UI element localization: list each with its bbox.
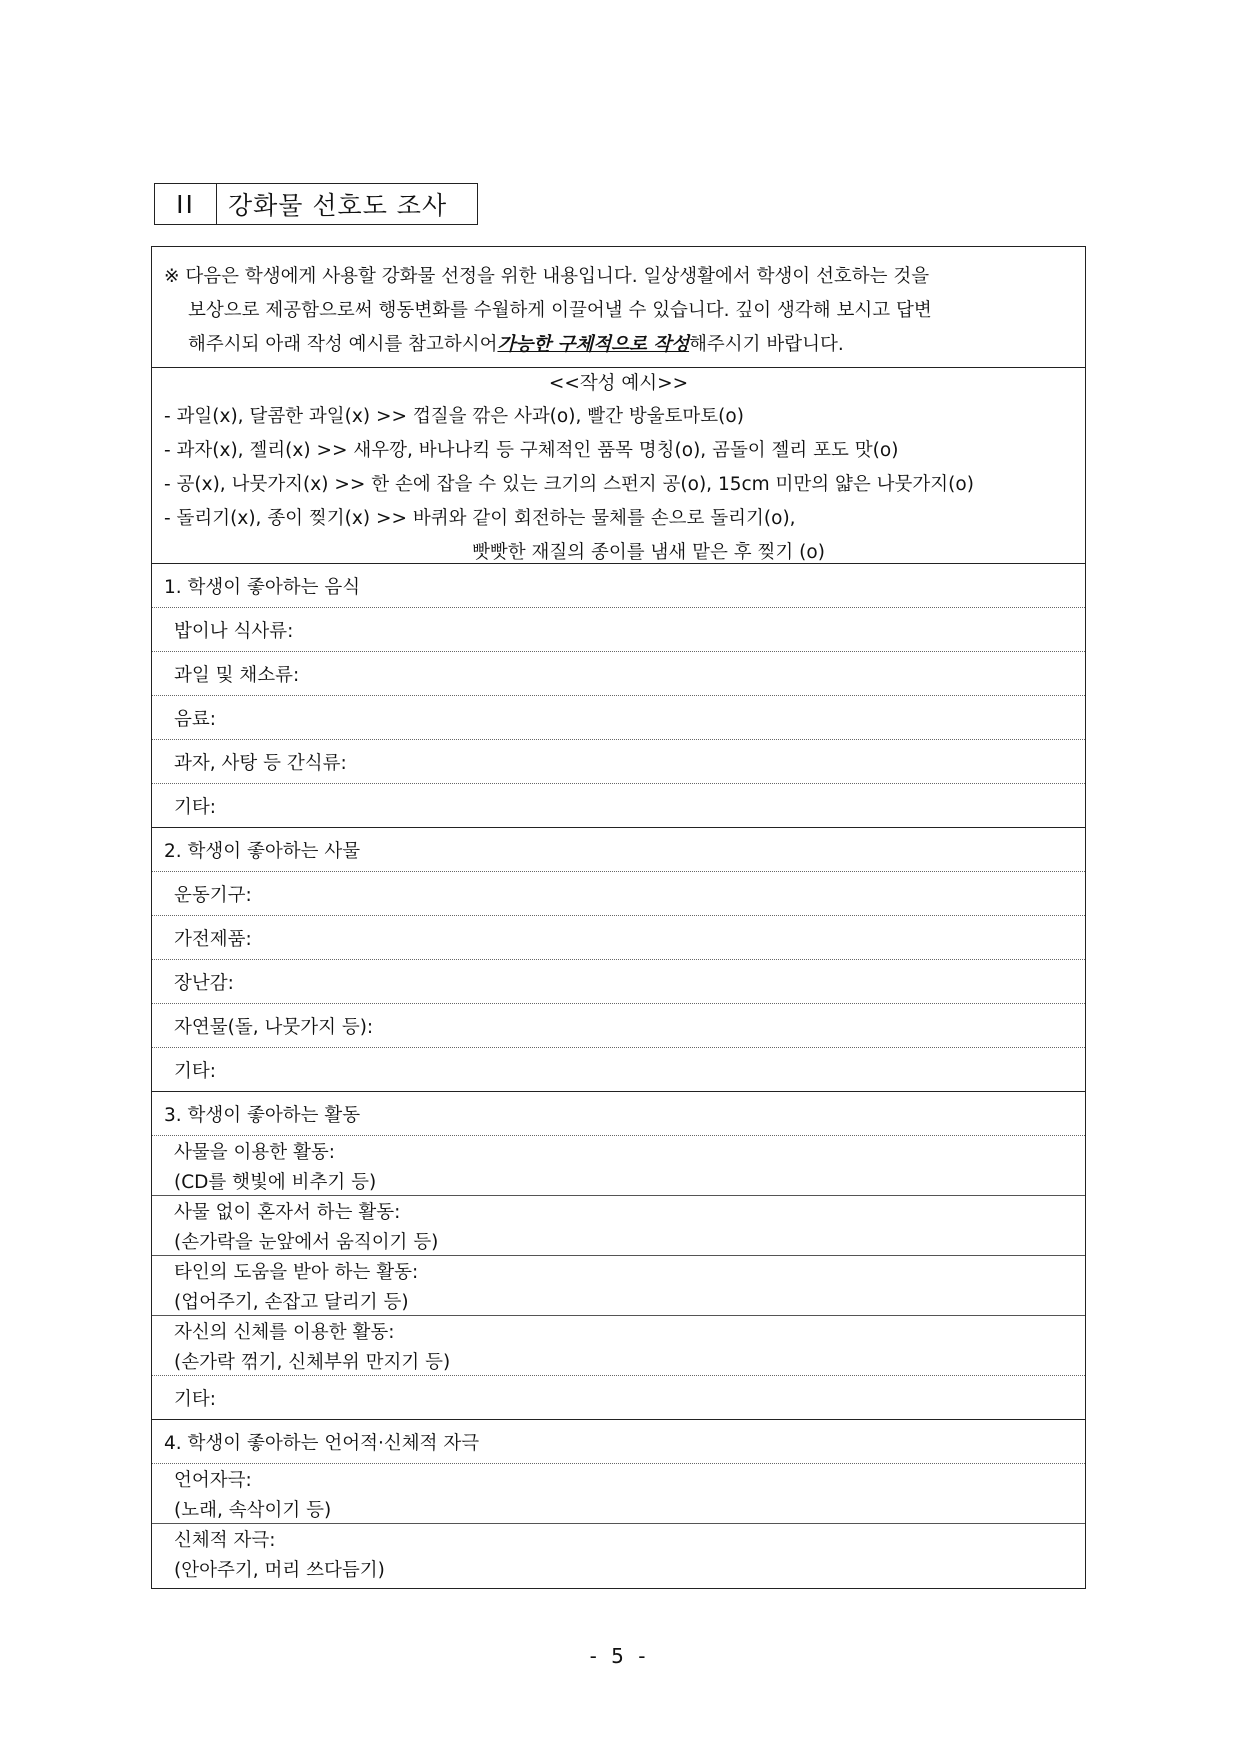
q2-other-field[interactable]: 기타: [152, 1048, 1085, 1092]
notice-line-2: 보상으로 제공함으로써 행동변화를 수월하게 이끌어낼 수 있습니다. 깊이 생각해 보시고 답변 [188, 300, 932, 321]
example-line: - 과일(x), 달콤한 과일(x) >> 껍질을 깎은 사과(o), 빨간 방울토마토(o) [164, 406, 744, 427]
q3-solo-activity-field[interactable] [152, 1196, 1085, 1256]
section-heading [154, 183, 478, 225]
example-line: - 과자(x), 젤리(x) >> 새우깡, 바나나킥 등 구체적인 품목 명칭(o), 곰돌이 젤리 포도 맛(o) [164, 440, 899, 461]
notice-line-3-pre: 해주시되 아래 작성 예시를 참고하시어 [188, 334, 498, 355]
example-box [152, 368, 1085, 564]
field-hint: (안아주기, 머리 쓰다듬기) [174, 1560, 385, 1581]
field-label: 신체적 자극: [174, 1530, 276, 1551]
q1-snack-field[interactable]: 과자, 사탕 등 간식류: [152, 740, 1085, 784]
q4-verbal-field[interactable] [152, 1464, 1085, 1524]
field-hint: (업어주기, 손잡고 달리기 등) [174, 1292, 409, 1313]
field-label: 사물을 이용한 활동: [174, 1142, 335, 1163]
field-hint: (손가락 꺾기, 신체부위 만지기 등) [174, 1352, 451, 1373]
field-hint: (CD를 햇빛에 비추기 등) [174, 1172, 377, 1193]
q2-nature-field[interactable]: 자연물(돌, 나뭇가지 등): [152, 1004, 1085, 1048]
notice-emphasis: 가능한 구체적으로 작성 [497, 334, 690, 355]
example-line-continued: 빳빳한 재질의 종이를 냄새 맡은 후 찢기 (o) [472, 542, 825, 563]
section-title: 강화물 선호도 조사 [228, 191, 448, 220]
example-title: <<작성 예시>> [548, 373, 689, 394]
q1-drink-field[interactable]: 음료: [152, 696, 1085, 740]
example-line: - 돌리기(x), 종이 찢기(x) >> 바퀴와 같이 회전하는 물체를 손으로 돌리기(o), [164, 508, 796, 529]
q4-physical-field[interactable] [152, 1524, 1085, 1587]
q1-fruit-field[interactable]: 과일 및 채소류: [152, 652, 1085, 696]
q3-other-field[interactable]: 기타: [152, 1376, 1085, 1420]
q2-appliance-field[interactable]: 가전제품: [152, 916, 1085, 960]
notice-line-3-post: 해주시기 바랍니다. [689, 334, 844, 355]
notice-line-1: ※ 다음은 학생에게 사용할 강화물 선정을 위한 내용입니다. 일상생활에서 학생이 선호하는 것을 [164, 266, 930, 287]
notice-line-3 [164, 328, 1073, 362]
q2-toy-field[interactable]: 장난감: [152, 960, 1085, 1004]
field-label: 자신의 신체를 이용한 활동: [174, 1322, 395, 1343]
q4-title: 4. 학생이 좋아하는 언어적·신체적 자극 [152, 1420, 1085, 1464]
field-label: 타인의 도움을 받아 하는 활동: [174, 1262, 419, 1283]
field-label: 언어자극: [174, 1470, 252, 1491]
field-hint: (손가락을 눈앞에서 움직이기 등) [174, 1232, 439, 1253]
notice-box [152, 247, 1085, 368]
section-number: II [155, 184, 217, 224]
q3-title: 3. 학생이 좋아하는 활동 [152, 1092, 1085, 1136]
reinforcer-survey-table [151, 246, 1086, 1589]
q2-title: 2. 학생이 좋아하는 사물 [152, 828, 1085, 872]
q3-object-activity-field[interactable] [152, 1136, 1085, 1196]
field-label: 사물 없이 혼자서 하는 활동: [174, 1202, 401, 1223]
q2-sports-field[interactable]: 운동기구: [152, 872, 1085, 916]
q1-other-field[interactable]: 기타: [152, 784, 1085, 828]
page-number: - 5 - [589, 1644, 650, 1668]
q1-title: 1. 학생이 좋아하는 음식 [152, 564, 1085, 608]
field-hint: (노래, 속삭이기 등) [174, 1500, 332, 1521]
q3-body-activity-field[interactable] [152, 1316, 1085, 1376]
q3-assisted-activity-field[interactable] [152, 1256, 1085, 1316]
example-line: - 공(x), 나뭇가지(x) >> 한 손에 잡을 수 있는 크기의 스펀지 공(o), 15cm 미만의 얇은 나뭇가지(o) [164, 474, 974, 495]
q1-meal-field[interactable]: 밥이나 식사류: [152, 608, 1085, 652]
